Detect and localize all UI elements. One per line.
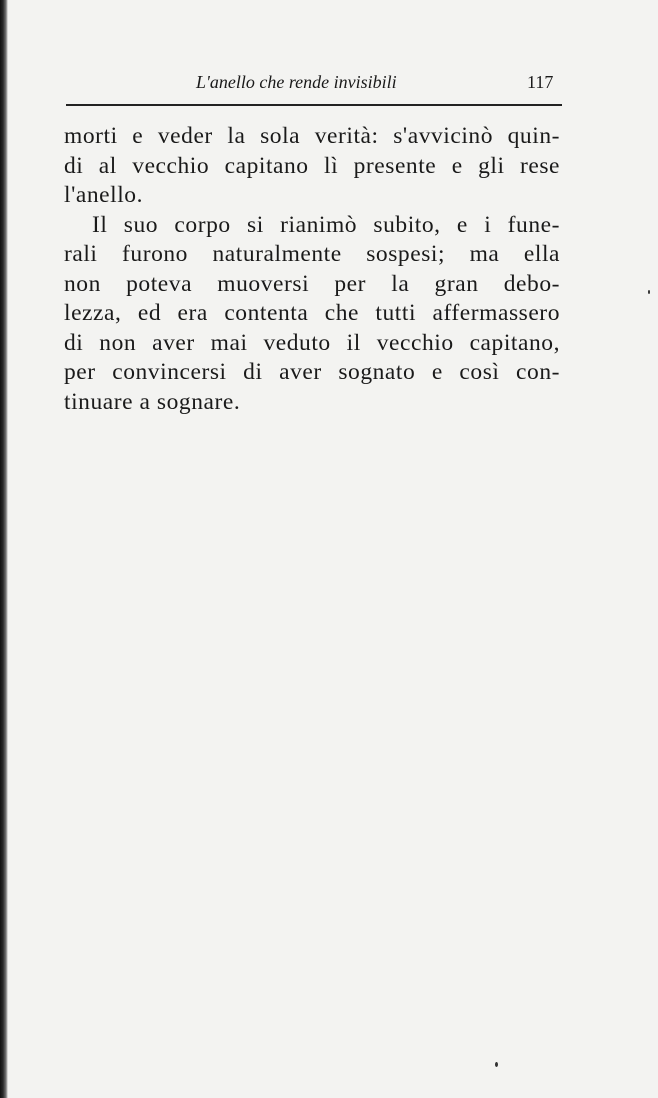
text-line: Il suo corpo si rianimò subito, e i fune-: [92, 211, 560, 238]
text-line: morti e veder la sola verità: s'avvicinò quin-: [64, 123, 560, 149]
paper-speck: [495, 1062, 498, 1067]
text-line: di al vecchio capitano lì presente e gli rese: [64, 152, 560, 179]
page-number: 117: [527, 72, 554, 92]
page-binding-edge: [0, 0, 8, 1098]
paper-speck: [648, 290, 650, 294]
text-line: di non aver mai veduto il vecchio capitano,: [64, 329, 560, 356]
paragraph-2: [64, 211, 560, 418]
running-title: L'anello che rende invisibili: [196, 72, 397, 92]
text-line: rali furono naturalmente sospesi; ma ella: [64, 241, 560, 267]
text-line: tinuare a sognare.: [64, 388, 241, 415]
text-line: non poteva muoversi per la gran debo-: [64, 270, 560, 297]
text-line: per convincersi di aver sognato e così con-: [64, 359, 560, 385]
body-text: [64, 122, 560, 417]
text-line: l'anello.: [64, 182, 144, 208]
header-rule: [66, 104, 562, 106]
paragraph-1: [64, 122, 560, 211]
text-line: lezza, ed era contenta che tutti affermassero: [64, 300, 560, 326]
